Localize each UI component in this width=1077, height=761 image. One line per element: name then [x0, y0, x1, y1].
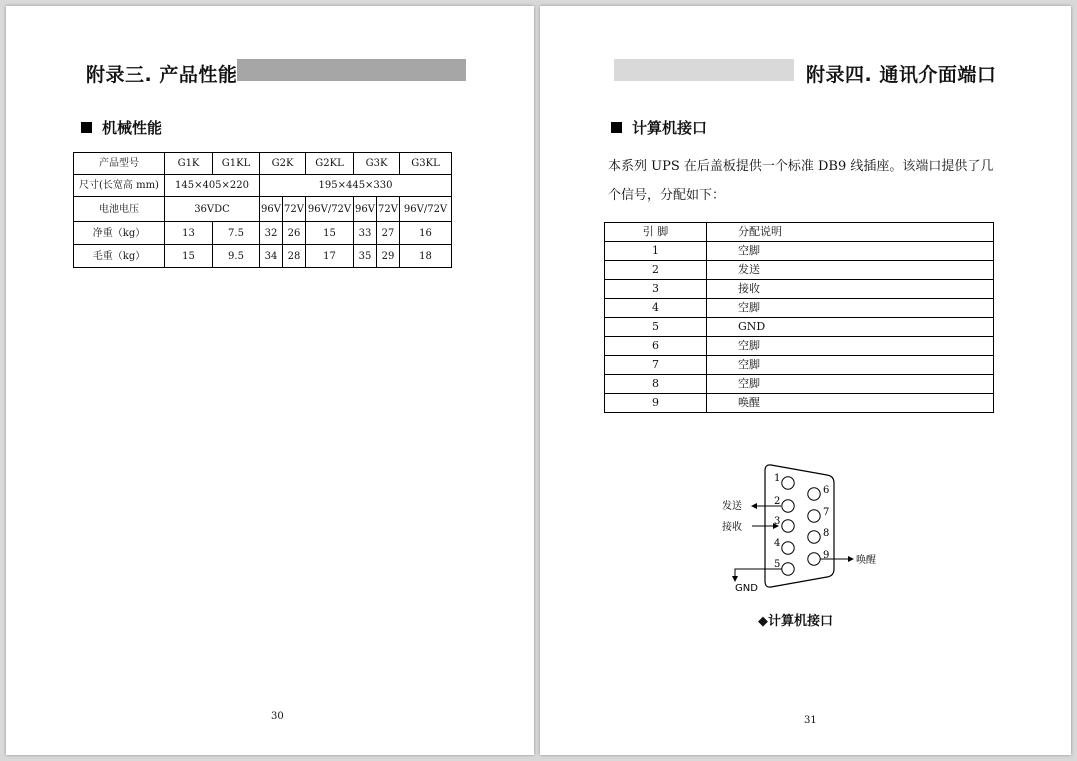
- table-row: [605, 356, 994, 375]
- table-row: [74, 197, 452, 222]
- table-cell: 9.5: [213, 245, 260, 268]
- table-cell: 尺寸(长宽高 mm): [74, 175, 165, 197]
- gnd-label: GND: [735, 583, 758, 594]
- pin-number: 3: [605, 280, 707, 299]
- pin-number: 4: [605, 299, 707, 318]
- pin-label-7: 7: [823, 507, 830, 518]
- table-row: [74, 175, 452, 197]
- right-page: [540, 6, 1071, 755]
- table-cell: 96V: [354, 197, 377, 222]
- pin-assignment-table: [604, 222, 994, 413]
- appendix-3-title: 附录三. 产品性能: [86, 64, 238, 86]
- table-cell: 26: [283, 222, 306, 245]
- table-cell: 72V: [377, 197, 400, 222]
- table-cell: 145×405×220: [165, 175, 260, 197]
- table-row: [605, 280, 994, 299]
- table-cell: 27: [377, 222, 400, 245]
- table-cell: 36VDC: [165, 197, 260, 222]
- mechanical-spec-table: [73, 152, 452, 268]
- table-cell: 35: [354, 245, 377, 268]
- pin-function: GND: [707, 318, 994, 337]
- gnd-arrow: [735, 569, 782, 581]
- title-bar: [614, 59, 794, 81]
- table-cell: G2KL: [306, 153, 354, 175]
- page-number: 31: [804, 715, 817, 726]
- pin-function: 唤醒: [707, 394, 994, 413]
- section-heading-computer-interface: [611, 117, 707, 138]
- table-cell: 28: [283, 245, 306, 268]
- pin-5-hole: [782, 563, 794, 575]
- table-cell: 32: [260, 222, 283, 245]
- pin-9-hole: [808, 553, 820, 565]
- table-header-cell: 分配说明: [707, 223, 994, 242]
- pin-function: 空脚: [707, 356, 994, 375]
- pin-8-hole: [808, 531, 820, 543]
- table-cell: G3KL: [400, 153, 452, 175]
- pin-number: 5: [605, 318, 707, 337]
- pin-label-6: 6: [823, 485, 830, 496]
- table-cell: G1KL: [213, 153, 260, 175]
- table-cell: 电池电压: [74, 197, 165, 222]
- intro-paragraph: [608, 152, 1008, 210]
- table-cell: 96V/72V: [306, 197, 354, 222]
- pin-label-9: 9: [823, 550, 830, 561]
- table-header-cell: 引 脚: [605, 223, 707, 242]
- pin-number: 7: [605, 356, 707, 375]
- pin-7-hole: [808, 510, 820, 522]
- section-heading-mechanical: [81, 117, 162, 138]
- pin-3-hole: [782, 520, 794, 532]
- pin-function: 空脚: [707, 337, 994, 356]
- pin-1-hole: [782, 477, 794, 489]
- send-label: 发送: [722, 501, 742, 512]
- pin-6-hole: [808, 488, 820, 500]
- left-page: [6, 6, 534, 755]
- table-cell: 13: [165, 222, 213, 245]
- table-row: [74, 222, 452, 245]
- pin-label-1: 1: [774, 473, 781, 484]
- table-cell: 17: [306, 245, 354, 268]
- table-row: [605, 337, 994, 356]
- pin-label-8: 8: [823, 528, 830, 539]
- pin-number: 9: [605, 394, 707, 413]
- pin-function: 空脚: [707, 242, 994, 261]
- table-cell: G3K: [354, 153, 400, 175]
- table-row: [605, 242, 994, 261]
- table-row: [605, 261, 994, 280]
- table-cell: 195×445×330: [260, 175, 452, 197]
- pin-function: 接收: [707, 280, 994, 299]
- pin-label-2: 2: [774, 496, 781, 507]
- pin-number: 8: [605, 375, 707, 394]
- pin-number: 6: [605, 337, 707, 356]
- title-bar: [237, 59, 466, 81]
- intro-line: 个信号，分配如下：: [608, 188, 726, 203]
- table-cell: 96V/72V: [400, 197, 452, 222]
- receive-label: 接收: [722, 522, 742, 533]
- table-cell: 29: [377, 245, 400, 268]
- table-cell: 毛重（kg）: [74, 245, 165, 268]
- table-row: [605, 375, 994, 394]
- appendix-4-title: 附录四. 通讯介面端口: [806, 64, 997, 86]
- table-row: [74, 245, 452, 268]
- square-bullet-icon: [611, 122, 622, 133]
- wake-label: 唤醒: [856, 555, 876, 566]
- pin-4-hole: [782, 542, 794, 554]
- table-cell: 产品型号: [74, 153, 165, 175]
- pin-number: 1: [605, 242, 707, 261]
- square-bullet-icon: [81, 122, 92, 133]
- pin-2-hole: [782, 500, 794, 512]
- table-cell: 33: [354, 222, 377, 245]
- pin-function: 空脚: [707, 299, 994, 318]
- table-cell: 72V: [283, 197, 306, 222]
- pin-label-3: 3: [774, 516, 781, 527]
- table-cell: 96V: [260, 197, 283, 222]
- table-row: [605, 394, 994, 413]
- table-header-row: [605, 223, 994, 242]
- db9-connector-diagram: [710, 453, 876, 603]
- table-cell: 16: [400, 222, 452, 245]
- table-row: [605, 318, 994, 337]
- table-row: [605, 299, 994, 318]
- pin-number: 2: [605, 261, 707, 280]
- table-cell: 18: [400, 245, 452, 268]
- intro-line: 本系列 UPS 在后盖板提供一个标准 DB9 线插座。该端口提供了几: [608, 159, 994, 174]
- section-heading-text: 计算机接口: [632, 119, 708, 137]
- table-cell: G1K: [165, 153, 213, 175]
- table-cell: 34: [260, 245, 283, 268]
- table-cell: 净重（kg）: [74, 222, 165, 245]
- pin-label-4: 4: [774, 538, 781, 549]
- table-cell: 15: [306, 222, 354, 245]
- pin-function: 发送: [707, 261, 994, 280]
- table-row: [74, 153, 452, 175]
- page-number: 30: [271, 711, 284, 722]
- table-cell: 7.5: [213, 222, 260, 245]
- figure-caption: ◆计算机接口: [758, 614, 833, 629]
- section-heading-text: 机械性能: [102, 119, 163, 137]
- pin-label-5: 5: [774, 559, 781, 570]
- pin-function: 空脚: [707, 375, 994, 394]
- table-cell: 15: [165, 245, 213, 268]
- table-cell: G2K: [260, 153, 306, 175]
